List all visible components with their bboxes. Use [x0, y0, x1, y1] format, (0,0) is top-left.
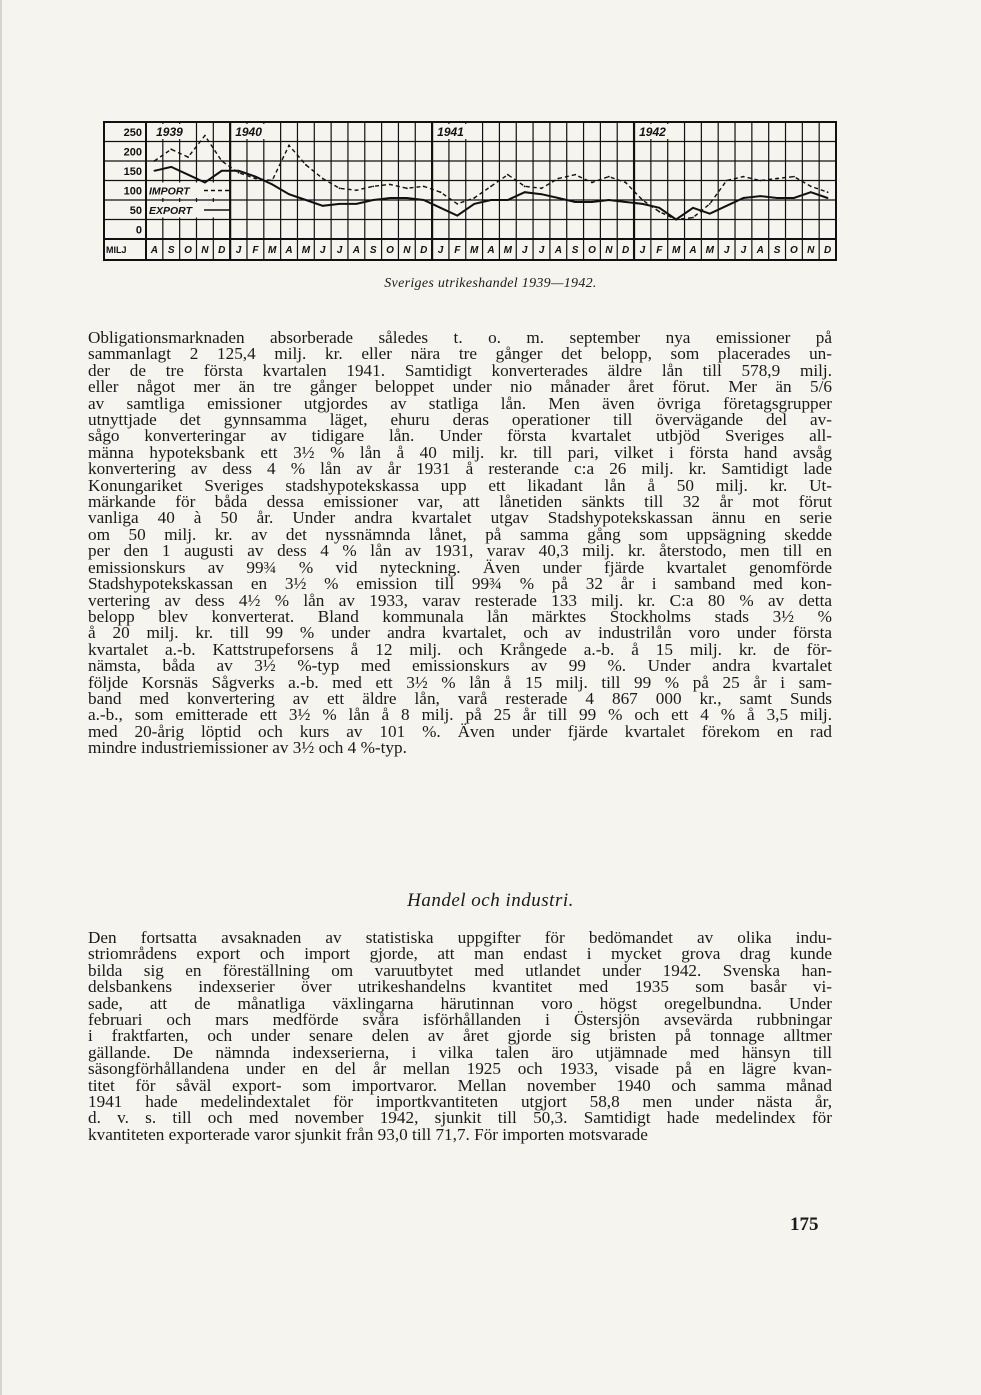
data-point-import	[810, 185, 812, 187]
data-point-import	[355, 189, 357, 191]
data-point-import	[456, 203, 458, 205]
data-point-import	[692, 217, 694, 219]
data-point-export	[642, 203, 644, 205]
data-point-export	[238, 170, 240, 172]
data-point-import	[658, 211, 660, 213]
paragraph2-line: 1941 hade medelindextalet för importkvantiteten utgjort 58,8 men under nästa år,	[88, 1092, 832, 1112]
data-point-import	[288, 145, 290, 147]
paragraph1-line: sågo konverteringar av tidigare lån. Under första kvartalet utbjöd Sveriges all-	[88, 426, 832, 446]
data-point-export	[254, 176, 256, 178]
data-point-import	[423, 185, 425, 187]
data-point-import	[154, 160, 156, 162]
page-number: 175	[790, 1214, 819, 1235]
data-point-export	[675, 219, 677, 221]
data-point-import	[642, 199, 644, 201]
month-label: A	[756, 245, 764, 256]
paragraph1-line: av samtliga emissioner utgjordes av statliga lån. Men även övriga företagsgrupper	[88, 393, 832, 413]
month-label: J	[336, 245, 343, 256]
month-label: O	[184, 245, 192, 256]
paragraph1-line: om 50 milj. kr. av det nyssnämnda lånet, på samma gång som uppsägning skedde	[88, 524, 832, 544]
data-point-import	[524, 185, 526, 187]
trade-chart-svg	[100, 118, 840, 268]
month-label: F	[454, 245, 461, 256]
month-label: D	[420, 245, 428, 256]
data-point-export	[625, 201, 627, 203]
y-tick-label: 50	[129, 205, 142, 217]
data-point-import	[490, 185, 492, 187]
data-point-import	[574, 174, 576, 176]
data-point-import	[389, 184, 391, 186]
series-line-export	[154, 167, 827, 220]
data-point-export	[339, 203, 341, 205]
paragraph1-line: sammanlagt 2 125,4 milj. kr. eller nära tre gånger det belopp, som placerades un-	[88, 344, 832, 364]
data-point-export	[810, 191, 812, 193]
paragraph1-line: utnyttjade det gynnsamma läget, ehuru deras operationer till övervägande del av-	[88, 410, 832, 430]
month-label: J	[740, 245, 747, 256]
month-label: N	[403, 245, 411, 256]
month-label: F	[656, 245, 663, 256]
data-point-import	[743, 176, 745, 178]
year-label: 1941	[437, 125, 464, 139]
paragraph2-line: säsongförhållandena under en del år mellan 1925 och 1933, visade på en lägre kvan-	[88, 1059, 832, 1079]
data-point-export	[743, 197, 745, 199]
month-label: O	[790, 245, 798, 256]
data-point-import	[187, 156, 189, 158]
paragraph2-line: februari och mars medförde svåra isförhållanden i Östersjön avsevärda rubbningar	[88, 1010, 832, 1030]
data-point-export	[305, 199, 307, 201]
paragraph1-line: per den 1 augusti av dess 4 % lån av 1931, varav 40,3 milj. kr. återstodo, men till en	[88, 541, 832, 561]
unit-label: MILJ	[106, 245, 127, 255]
data-point-import	[776, 178, 778, 180]
month-label: M	[469, 245, 479, 256]
month-label: J	[235, 245, 242, 256]
month-label: J	[437, 245, 444, 256]
paragraph2-line: striområdens export och import gjorde, att man endast i mycket grova drag kunde	[88, 944, 832, 964]
data-point-export	[221, 170, 223, 172]
month-label: S	[167, 245, 175, 256]
paragraph2-line: titet för såväl export- som importvaror. Mellan november 1940 och samma månad	[88, 1075, 832, 1095]
y-tick-label: 0	[135, 224, 142, 237]
paragraph1-line: männa hypoteksbank ett 3½ % lån å 40 milj. kr. till pari, vilket i första hand avsåg	[88, 442, 832, 462]
trade-chart	[100, 118, 840, 268]
paragraph1-line: märkande för båda dessa emissioner var, att lånetiden sänkts till 32 år mot förut	[88, 492, 832, 512]
paragraph1-line: mindre industriemissioner av 3½ och 4 %-typ.	[88, 738, 407, 758]
data-point-export	[389, 197, 391, 199]
paragraph1-line: belopp blev konverterat. Bland kommunala lån märktes Stockholms stads 3½ %	[88, 606, 832, 626]
paragraph2-line: Den fortsatta avsaknaden av statistiska uppgifter för bedömandet av olika indu-	[88, 928, 832, 947]
month-label: M	[268, 245, 277, 256]
data-point-export	[406, 197, 408, 199]
data-point-export	[793, 197, 795, 199]
data-point-import	[170, 148, 172, 150]
section-heading: Handel och industri.	[407, 890, 574, 911]
paragraph1-line: Stadshypotekskassan en 3½ % emission till 99¾ % på 32 år i samband med kon-	[88, 574, 832, 594]
paragraph1-line: band med konvertering av ett äldre lån, varå resterade 4 867 000 kr., samt Sunds	[88, 688, 832, 708]
paragraph1-line: a.-b., som emitterade ett 3½ % lån å 8 milj. på 25 år till 99 % och ett 4 % å 3,5 milj.	[88, 705, 832, 725]
data-point-export	[355, 203, 357, 205]
month-label: D	[218, 245, 226, 256]
month-label: A	[150, 245, 159, 256]
data-point-export	[726, 205, 728, 207]
month-label: M	[503, 245, 513, 256]
month-label: A	[487, 245, 495, 256]
data-point-import	[625, 182, 627, 184]
data-point-export	[271, 184, 273, 186]
data-point-export	[776, 197, 778, 199]
paragraph1-line: med 20-årig löptid och kurs av 101 %. Även under fjärde kvartalet förekom en rad	[88, 721, 832, 741]
data-point-export	[608, 199, 610, 201]
month-label: A	[689, 245, 697, 256]
data-point-export	[288, 193, 290, 195]
month-label: F	[252, 245, 259, 256]
data-point-import	[726, 180, 728, 182]
legend-label: EXPORT	[149, 205, 192, 217]
paragraph1-line: Konungariket Sveriges stadshypotekskassa upp ett likadant lån å 50 milj. kr. Ut-	[88, 475, 832, 495]
month-label: J	[723, 245, 730, 256]
month-label: M	[705, 245, 714, 256]
data-point-import	[759, 180, 761, 182]
data-point-export	[154, 170, 156, 172]
paragraph2-line: d. v. s. till och med november 1942, sjunkit till 50,3. Samtidigt hade medelindex för	[88, 1108, 832, 1128]
month-label: J	[521, 245, 528, 256]
data-point-import	[709, 203, 711, 205]
data-point-import	[204, 135, 206, 137]
y-tick-label: 100	[123, 185, 142, 198]
month-label: A	[352, 245, 360, 256]
month-label: A	[554, 245, 562, 256]
paragraph1-line: emissionskurs av 99¾ % vid nyteckning. Även under fjärde kvartalet genomförde	[88, 557, 832, 577]
month-label: A	[285, 245, 293, 256]
data-point-export	[456, 215, 458, 217]
paragraph1-line: nämsta, båda av 3½ %-typ med emissionskurs av 99 %. Under andra kvartalet	[88, 656, 832, 676]
data-point-export	[692, 207, 694, 209]
paragraph1-line: kvartalet a.-b. Kattstrupeforsens å 12 milj. och Krångede a.-b. å 15 milj. kr. de för-	[88, 639, 832, 659]
paragraph1-line: Obligationsmarknaden absorberade således t. o. m. september nya emissioner på	[88, 328, 832, 347]
data-point-export	[473, 203, 475, 205]
data-point-export	[827, 197, 829, 199]
month-label: N	[605, 245, 613, 256]
data-point-export	[322, 205, 324, 207]
data-point-import	[372, 185, 374, 187]
data-point-export	[170, 166, 172, 168]
paragraph2-line: gällande. De nämnda indexserierna, i vilka talen äro utjämnade med hänsyn till	[88, 1042, 832, 1062]
year-label: 1942	[639, 125, 666, 139]
month-label: N	[201, 245, 209, 256]
legend-label: IMPORT	[149, 185, 190, 198]
data-point-export	[541, 193, 543, 195]
data-point-export	[709, 213, 711, 215]
data-point-import	[591, 182, 593, 184]
data-point-import	[221, 160, 223, 162]
data-point-import	[793, 176, 795, 178]
data-point-export	[574, 201, 576, 203]
data-point-export	[204, 182, 206, 184]
data-point-export	[440, 207, 442, 209]
paragraph2-line: i fraktfarten, och under senare delen av året gjorde sig bristen på tonnage alltmer	[88, 1026, 832, 1046]
paragraph-trade	[88, 930, 832, 1143]
data-point-export	[557, 197, 559, 199]
chart-caption: Sveriges utrikeshandel 1939—1942.	[384, 276, 597, 291]
data-point-import	[827, 191, 829, 193]
data-point-export	[524, 191, 526, 193]
paragraph1-line: vertering av dess 4½ % lån av 1933, varav resterade 133 milj. kr. C:a 80 % av detta	[88, 590, 832, 610]
year-label: 1939	[156, 125, 183, 139]
data-point-export	[490, 199, 492, 201]
data-point-import	[406, 187, 408, 189]
paragraph-obligations	[88, 330, 832, 757]
data-point-import	[238, 172, 240, 174]
paragraph2-line: sade, att de månatliga växlingarna härutinnan voro högst oregelbundna. Under	[88, 993, 832, 1013]
data-point-import	[557, 178, 559, 180]
paragraph2-line: delsbankens indexserier över utrikeshandelns kvantitet med 1935 som basår vi-	[88, 977, 832, 997]
data-point-export	[591, 201, 593, 203]
y-tick-label: 250	[123, 127, 142, 139]
month-label: D	[823, 245, 832, 256]
data-point-import	[541, 187, 543, 189]
year-label: 1940	[235, 125, 262, 139]
data-point-export	[759, 195, 761, 197]
data-point-import	[271, 180, 273, 182]
paragraph1-line: der de tre första kvartalen 1941. Samtidigt konverterades äldre lån till 578,9 milj.	[88, 360, 832, 380]
data-point-import	[339, 187, 341, 189]
month-label: N	[807, 245, 815, 256]
month-label: J	[319, 245, 326, 256]
data-point-export	[187, 174, 189, 176]
data-point-import	[473, 197, 475, 199]
paragraph1-line: å 20 milj. kr. till 99 % under andra kvartalet, och av industrilån voro under första	[88, 623, 832, 643]
month-label: O	[588, 245, 596, 256]
paragraph1-line: vanliga 40 à 50 år. Under andra kvartalet utgav Stadshypotekskassan ännu en serie	[88, 508, 832, 528]
month-label: M	[671, 245, 681, 256]
month-label: M	[301, 245, 311, 256]
y-tick-label: 150	[123, 166, 142, 178]
paragraph1-line: eller något mer än tre gånger beloppet under nio månader året förut. Mer än 5/6	[88, 377, 832, 397]
paragraph2-line: bilda sig en föreställning om varuutbytet med utlandet under 1942. Svenska han-	[88, 960, 832, 980]
paragraph1-line: konvertering av dess 4 % lån av år 1931 å resterande c:a 26 milj. kr. Samtidigt lade	[88, 459, 832, 479]
month-label: S	[571, 245, 579, 256]
month-label: S	[773, 245, 781, 256]
month-label: J	[538, 245, 545, 256]
data-point-import	[440, 191, 442, 193]
data-point-import	[322, 178, 324, 180]
paragraph1-line: följde Korsnäs Sågverks a.-b. med ett 3½ % lån å 15 milj. till 99 % på 25 år i sam-	[88, 672, 832, 692]
data-point-import	[305, 164, 307, 166]
data-point-import	[507, 174, 509, 176]
data-point-export	[658, 207, 660, 209]
month-label: D	[622, 245, 630, 256]
data-point-export	[423, 199, 425, 201]
month-label: S	[369, 245, 377, 256]
data-point-import	[608, 176, 610, 178]
month-label: J	[639, 245, 646, 256]
paragraph2-line: kvantiteten exporterade varor sjunkit från 93,0 till 71,7. För importen motsvarade	[88, 1124, 648, 1144]
data-point-export	[372, 199, 374, 201]
data-point-export	[507, 199, 509, 201]
y-tick-label: 200	[123, 146, 142, 159]
month-label: O	[386, 245, 394, 256]
